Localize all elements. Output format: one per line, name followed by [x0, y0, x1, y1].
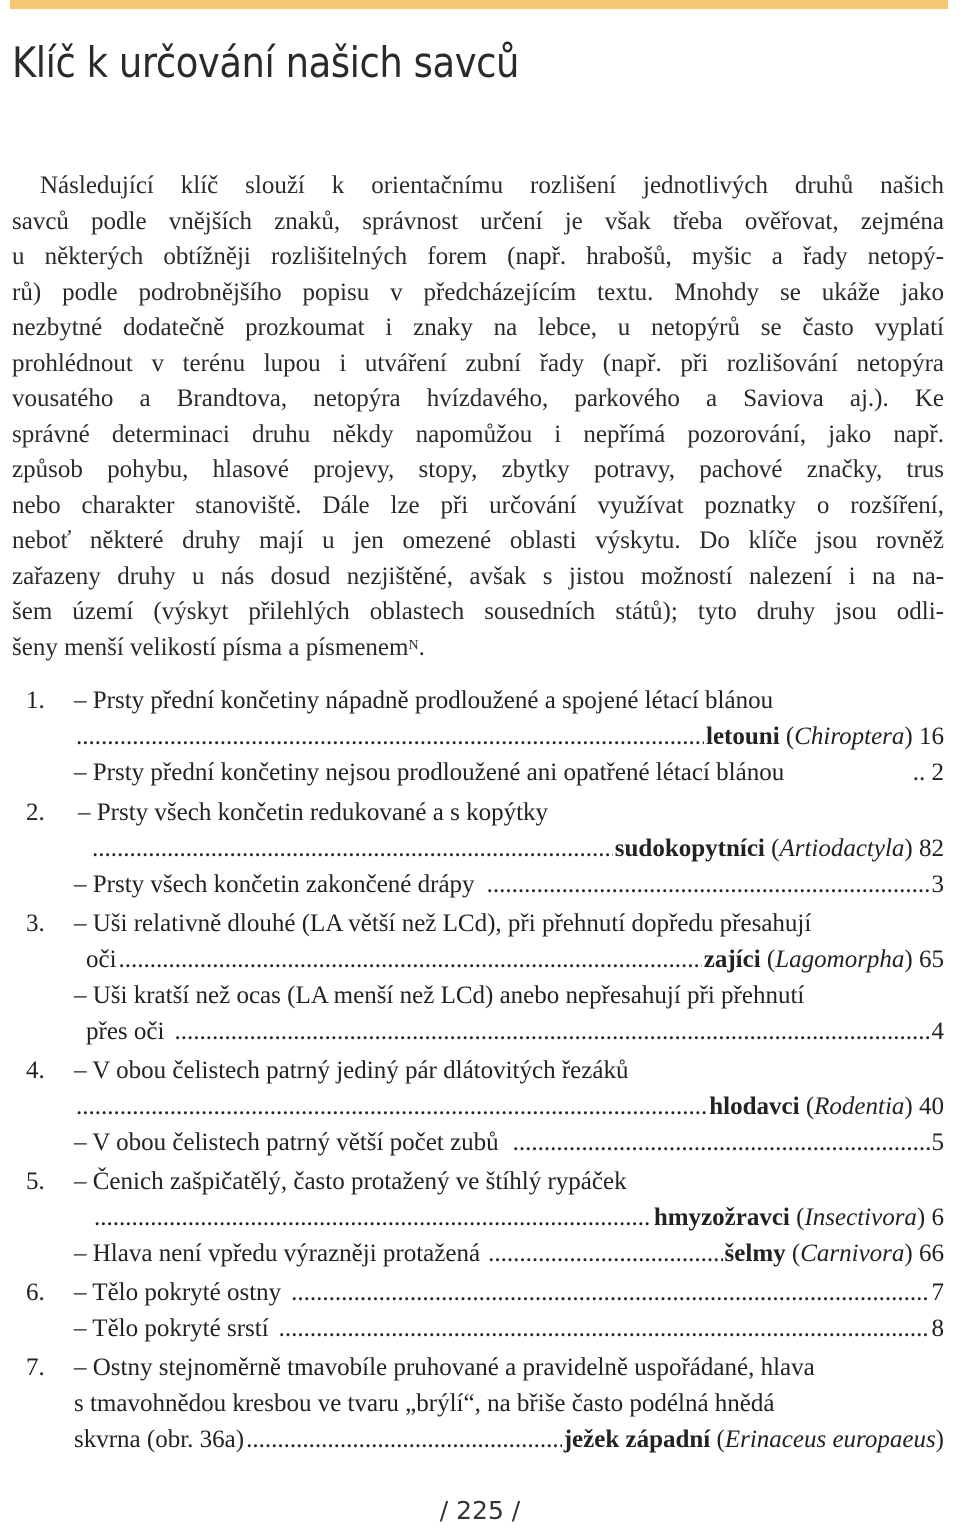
key-couplet-text: – Prsty všech končetin redukované a s kopýtky [78, 799, 549, 826]
intro-paragraph [12, 168, 944, 665]
key-line-6a [12, 1275, 944, 1311]
intro-line: savců podle vnějších znaků, správnost určení je však třeba ověřovat, zejména [12, 207, 944, 235]
key-couplet-text: – Prsty přední končetiny nápadně prodloužené a spojené létací blánou [74, 687, 774, 714]
key-result: šelmy (Carnivora) 66 [724, 1240, 944, 1267]
intro-line: způsob pohybu, hlasové projevy, stopy, zbytky potravy, pachové značky, trus [12, 456, 944, 483]
intro-line: nezbytné dodatečně prozkoumat i znaky na lebce, u netopýrů se často vyplatí [12, 314, 944, 341]
key-couplet-text: – V obou čelistech patrný větší počet zubů [74, 1129, 499, 1156]
key-result: hlodavci (Rodentia) 40 [709, 1093, 944, 1120]
key-line-4b [12, 1125, 944, 1161]
intro-line-text: šeny menší velikostí písma a písmenem [12, 633, 409, 661]
page-ref: 40 [919, 1093, 944, 1120]
intro-line: rů) podle podrobnějšího popisu v předcházejícím textu. Mnohdy se ukáže jako [12, 278, 944, 306]
key-step-number: 5. [26, 1168, 45, 1195]
key-line-1a-result [12, 719, 944, 755]
key-step-number: 4. [26, 1057, 45, 1084]
taxon-name: sudokopytníci [614, 835, 765, 862]
leader-dots [94, 1200, 652, 1236]
key-result: sudokopytníci (Artiodactyla) 82 [614, 835, 944, 862]
leader-dots [291, 1275, 929, 1311]
page-title: Klíč k určování našich savců [12, 38, 520, 87]
leader-dots [76, 1089, 707, 1125]
key-couplet-text: – Tělo pokryté srstí [74, 1315, 269, 1342]
key-line-1a [12, 683, 944, 719]
leader-dots [513, 1125, 930, 1161]
key-line-5a-result [12, 1200, 944, 1236]
taxon-latin: Insectivora [804, 1204, 917, 1231]
page-ref: 65 [919, 946, 944, 973]
taxon-latin: Artiodactyla [779, 835, 905, 862]
taxon-name: hlodavci [709, 1093, 800, 1120]
key-couplet-text: – V obou čelistech patrný jediný pár dlátovitých řezáků [74, 1057, 629, 1084]
page-ref: 5 [931, 1129, 944, 1156]
key-result: letouni (Chiroptera) 16 [706, 723, 944, 750]
taxon-name: zajíci [703, 946, 761, 973]
key-couplet-text: přes oči [86, 1018, 165, 1045]
taxon-latin: Chiroptera [794, 723, 905, 750]
key-couplet-text: – Hlava není vpředu výrazněji protažená [74, 1240, 481, 1267]
key-line-3b [12, 978, 944, 1014]
page-ref: 8 [931, 1315, 944, 1342]
page-ref: 66 [919, 1240, 944, 1267]
key-line-5b [12, 1236, 944, 1272]
page-ref: 3 [931, 871, 944, 898]
key-line-1b [12, 755, 944, 791]
intro-line: Následující klíč slouží k orientačnímu rozlišení jednotlivých druhů našich [40, 172, 944, 199]
key-line-4a-result [12, 1089, 944, 1125]
key-step-number: 1. [26, 687, 45, 714]
taxon-name: ježek západní [563, 1426, 711, 1453]
key-line-2a-result [12, 831, 944, 867]
leader-dots [279, 1311, 930, 1347]
taxon-name: hmyzožravci [653, 1204, 790, 1231]
taxon-name: letouni [706, 723, 780, 750]
page-ref: 7 [931, 1279, 944, 1306]
page-ref: 16 [919, 723, 944, 750]
key-line-2b [12, 867, 944, 903]
page-ref: 82 [919, 835, 944, 862]
key-result: zajíci (Lagomorpha) 65 [703, 946, 944, 973]
key-step-number: 7. [26, 1354, 45, 1381]
key-result: hmyzožravci (Insectivora) 6 [653, 1204, 944, 1231]
taxon-latin: Erinaceus europaeus [724, 1426, 936, 1453]
key-result: ježek západní (Erinaceus europaeus) [563, 1426, 944, 1453]
key-couplet-text: – Prsty všech končetin zakončené drápy [74, 871, 475, 898]
key-couplet-text: – Ostny stejnoměrně tmavobíle pruhované a pravidelně uspořádané, hlava [74, 1354, 815, 1381]
key-result: .. 2 [912, 759, 944, 786]
key-line-6b [12, 1311, 944, 1347]
intro-line: nebo charakter stanoviště. Dále lze při určování využívat poznatky o rozšíření, [12, 491, 944, 519]
key-line-3a-result [12, 942, 944, 978]
page-ref: 4 [931, 1018, 944, 1045]
new-species-mark: N [408, 637, 419, 653]
key-couplet-text: – Tělo pokryté ostny [74, 1279, 282, 1306]
intro-line: správné determinaci druhu někdy napomůžou i nepřímá pozorování, jako např. [12, 420, 944, 448]
leader-dots [487, 867, 930, 903]
key-couplet-text: – Uši relativně dlouhé (LA větší než LCd), při přehnutí dopředu přesahují [74, 910, 812, 937]
key-line-7a [12, 1350, 944, 1386]
taxon-name: šelmy [724, 1240, 786, 1267]
key-step-number: 3. [26, 910, 45, 937]
page-ref: 2 [931, 759, 944, 786]
leader-dots [119, 942, 702, 978]
key-step-number: 6. [26, 1279, 45, 1306]
key-couplet-text: – Uši kratší než ocas (LA menší než LCd) anebo nepřesahují při přehnutí [74, 982, 805, 1009]
leader-dots [174, 1014, 929, 1050]
intro-line: neboť některé druhy mají u jen omezené oblasti výskytu. Do klíče jsou rovněž [12, 527, 944, 554]
intro-line: vousatého a Brandtova, netopýra hvízdavého, parkového a Saviova aj.). Ke [12, 385, 944, 412]
top-accent-bar [10, 0, 948, 9]
key-couplet-text: oči [86, 946, 117, 973]
key-line-4a [12, 1053, 944, 1089]
key-line-7a-cont [12, 1386, 944, 1422]
key-line-3a [12, 906, 944, 942]
key-couplet-text: s tmavohnědou kresbou ve tvaru „brýlí“, na břiše často podélná hnědá [74, 1390, 775, 1417]
leader-dots [92, 831, 613, 867]
key-couplet-text: skvrna (obr. 36a) [74, 1426, 245, 1453]
key-line-3b-result [12, 1014, 944, 1050]
page-number: / 225 / [439, 1496, 521, 1525]
key-step-number: 2. [26, 799, 45, 826]
intro-line: u některých obtížněji rozlišitelných forem (např. hrabošů, myšic a řady netopý- [12, 243, 944, 270]
leader-dots [488, 1236, 722, 1272]
key-couplet-text: – Čenich zašpičatělý, často protažený ve štíhlý rypáček [74, 1168, 627, 1195]
intro-line: zařazeny druhy u nás dosud nezjištěné, avšak s jistou možností nalezení i na na- [12, 562, 944, 590]
key-line-7a-result [12, 1422, 944, 1458]
taxon-latin: Rodentia [814, 1093, 905, 1120]
key-couplet-text: – Prsty přední končetiny nejsou prodloužené ani opatřené létací blánou [74, 759, 785, 786]
leader-dots [246, 1422, 562, 1458]
key-line-5a [12, 1164, 944, 1200]
page-ref: 6 [931, 1204, 944, 1231]
key-line-2a [12, 795, 944, 831]
leader-dots [76, 719, 704, 755]
taxon-latin: Lagomorpha [775, 946, 905, 973]
intro-last-line [12, 630, 944, 666]
intro-line: prohlédnout v terénu lupou i utváření zubní řady (např. při rozlišování netopýra [12, 349, 944, 377]
taxon-latin: Carnivora [800, 1240, 905, 1267]
intro-line: šem území (výskyt přilehlých oblastech sousedních států); tyto druhy jsou odli- [12, 598, 944, 625]
intro-period: . [418, 633, 425, 661]
